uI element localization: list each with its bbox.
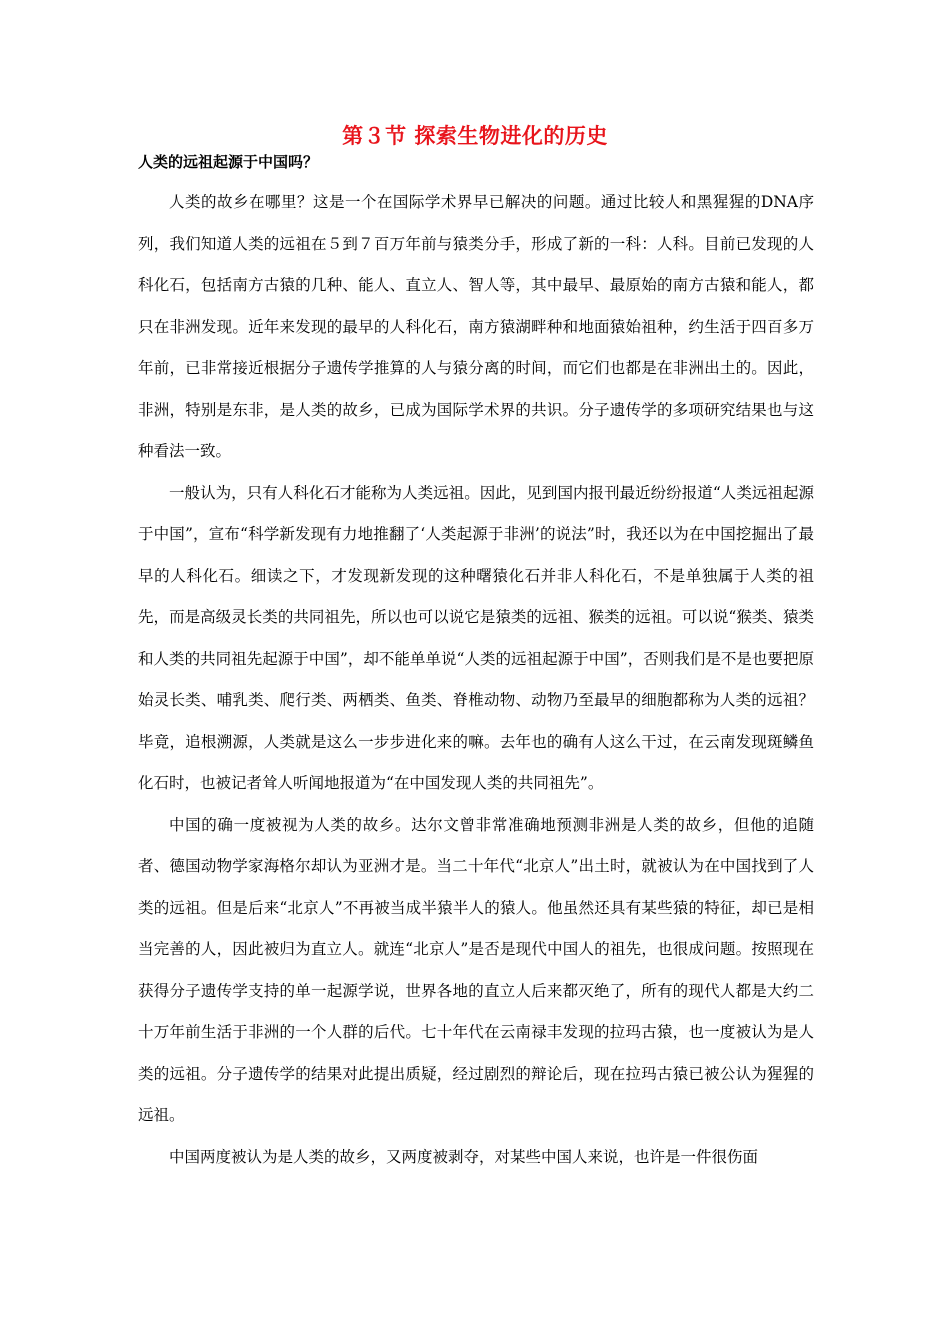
section-heading: 人类的远祖起源于中国吗？ <box>138 153 319 171</box>
article-body <box>138 182 814 1178</box>
paragraph-2: 一般认为，只有人科化石才能称为人类远祖。因此，见到国内报刊最近纷纷报道“人类远祖起源于中国”，宣布“科学新发现有力地推翻了‘人类起源于非洲’的说法”时，我还以为在中国挖掘出了最早的人科化石。细读之下，才发现新发现的这种曙猿化石并非人科化石，不是单独属于人类的祖先，而是高级灵长类的共同祖先，所以也可以说它是猿类的远祖、猴类的远祖。可以说“猴类、猿类和人类的共同祖先起源于中国”，却不能单单说“人类的远祖起源于中国”，否则我们是不是也要把原始灵长类、哺乳类、爬行类、两栖类、鱼类、脊椎动物、动物乃至最早的细胞都称为人类的远祖？毕竟，追根溯源，人类就是这么一步步进化来的嘛。去年也的确有人这么干过，在云南发现斑鳞鱼化石时，也被记者耸人听闻地报道为“在中国发现人类的共同祖先”。 <box>138 483 814 792</box>
page-title: 第３节 探索生物进化的历史 <box>342 123 608 148</box>
paragraph-3: 中国的确一度被视为人类的故乡。达尔文曾非常准确地预测非洲是人类的故乡，但他的追随者、德国动物学家海格尔却认为亚洲才是。当二十年代“北京人”出土时，就被认为在中国找到了人类的远祖。但是后来“北京人”不再被当成半猿半人的猿人。他虽然还具有某些猿的特征，却已是相当完善的人，因此被归为直立人。就连“北京人”是否是现代中国人的祖先，也很成问题。按照现在获得分子遗传学支持的单一起源学说，世界各地的直立人后来都灭绝了，所有的现代人都是大约二十万年前生活于非洲的一个人群的后代。七十年代在云南禄丰发现的拉玛古猿，也一度被认为是人类的远祖。分子遗传学的结果对此提出质疑，经过剧烈的辩论后，现在拉玛古猿已被公认为猩猩的远祖。 <box>138 815 814 1124</box>
paragraph-1: 人类的故乡在哪里？这是一个在国际学术界早已解决的问题。通过比较人和黑猩猩的DNA序列，我们知道人类的远祖在５到７百万年前与猿类分手，形成了新的一科：人科。目前已发现的人科化石，包括南方古猿的几种、能人、直立人、智人等，其中最早、最原始的南方古猿和能人，都只在非洲发现。近年来发现的最早的人科化石，南方猿湖畔种和地面猿始祖种，约生活于四百多万年前，已非常接近根据分子遗传学推算的人与猿分离的时间，而它们也都是在非洲出土的。因此，非洲，特别是东非，是人类的故乡，已成为国际学术界的共识。分子遗传学的多项研究结果也与这种看法一致。 <box>138 193 814 460</box>
paragraph-4: 中国两度被认为是人类的故乡，又两度被剥夺，对某些中国人来说，也许是一件很伤面 <box>169 1147 759 1166</box>
